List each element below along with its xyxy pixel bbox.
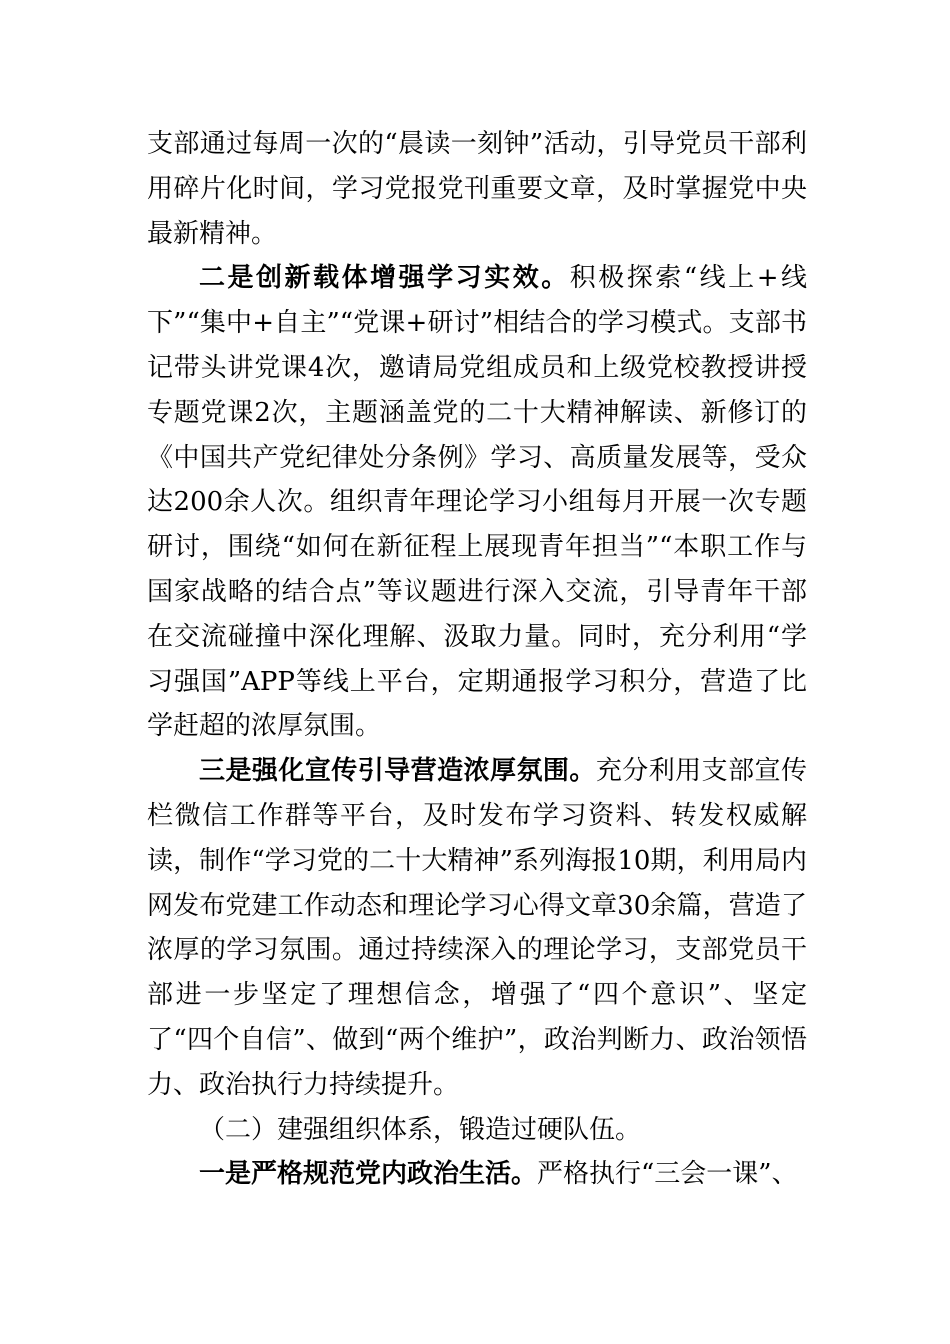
- paragraph-political-life: [147, 1152, 807, 1197]
- paragraph-continuation: [147, 122, 807, 256]
- document-body: [147, 122, 807, 1197]
- paragraph-publicity: [147, 749, 807, 1107]
- section-heading: （二）建强组织体系，锻造过硬队伍。: [199, 1114, 642, 1145]
- paragraph-text: 严格执行“三会一课”、: [537, 1159, 798, 1190]
- paragraph-text: 充分利用支部宣传栏微信工作群等平台，及时发布学习资料、转发权威解读，制作“学习党的二十大精神”系列海报10期，利用局内网发布党建工作动态和理论学习心得文章30余篇，营造了浓厚的学习氛围。通过持续深入的理论学习，支部党员干部进一步坚定了理想信念，增强了“四个意识”、坚定了“四个自信”、做到“两个维护”，政治判断力、政治领悟力、政治执行力持续提升。: [147, 756, 807, 1100]
- paragraph-text: 积极探索“线上+线下”“集中+自主”“党课+研讨”相结合的学习模式。支部书记带头讲党课4次，邀请局党组成员和上级党校教授讲授专题党课2次，主题涵盖党的二十大精神解读、新修订的《中国共产党纪律处分条例》学习、高质量发展等，受众达200余人次。组织青年理论学习小组每月开展一次专题研讨，围绕“如何在新征程上展现青年担当”“本职工作与国家战略的结合点”等议题进行深入交流，引导青年干部在交流碰撞中深化理解、汲取力量。同时，充分利用“学习强国”APP等线上平台，定期通报学习积分，营造了比学赶超的浓厚氛围。: [147, 263, 807, 742]
- paragraph-lead: 二是创新载体增强学习实效。: [199, 263, 570, 294]
- paragraph-innovate-carriers: [147, 256, 807, 749]
- paragraph-text: 支部通过每周一次的“晨读一刻钟”活动，引导党员干部利用碎片化时间，学习党报党刊重要文章，及时掌握党中央最新精神。: [147, 129, 807, 249]
- paragraph-lead: 三是强化宣传引导营造浓厚氛围。: [199, 756, 596, 787]
- paragraph-lead: 一是严格规范党内政治生活。: [199, 1159, 538, 1190]
